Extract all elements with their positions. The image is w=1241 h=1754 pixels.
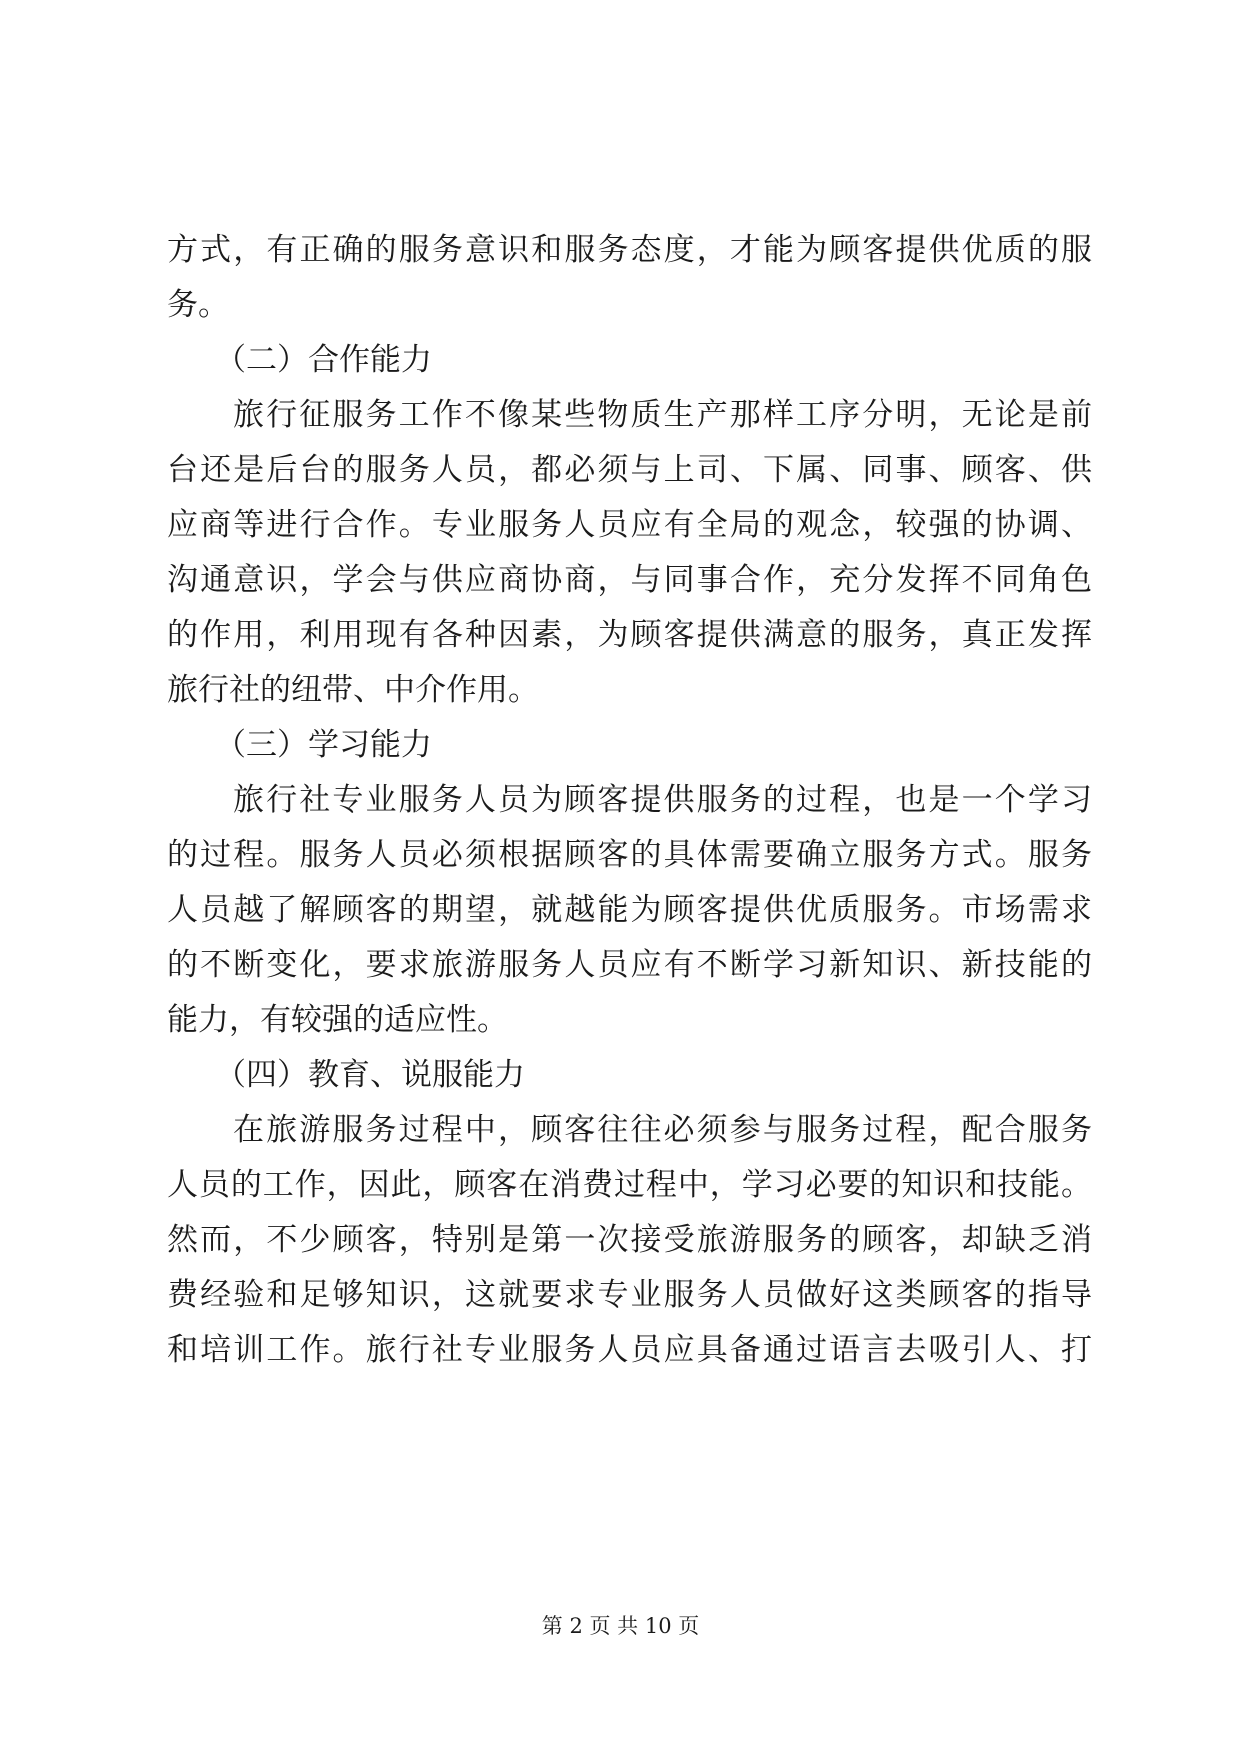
paragraph-line: 务。 — [167, 287, 229, 323]
paragraph-line: 旅行征服务工作不像某些物质生产那样工序分明，无论是前 — [233, 397, 1092, 433]
paragraph-line: 台还是后台的服务人员，都必须与上司、下属、同事、顾客、供 — [167, 452, 1092, 488]
section-heading: （二）合作能力 — [215, 342, 432, 378]
paragraph-line: 人员越了解顾客的期望，就越能为顾客提供优质服务。市场需求 — [167, 892, 1092, 928]
page-number-footer: 第 2 页 共 10 页 — [541, 1614, 700, 1638]
paragraph-line: 然而，不少顾客，特别是第一次接受旅游服务的顾客，却缺乏消 — [167, 1222, 1092, 1258]
paragraph-line: 费经验和足够知识，这就要求专业服务人员做好这类顾客的指导 — [167, 1277, 1092, 1313]
paragraph-line: 人员的工作，因此，顾客在消费过程中，学习必要的知识和技能。 — [167, 1167, 1092, 1203]
section-heading: （四）教育、说服能力 — [215, 1057, 525, 1093]
paragraph-line: 的过程。服务人员必须根据顾客的具体需要确立服务方式。服务 — [167, 837, 1092, 873]
paragraph-line: 旅行社专业服务人员为顾客提供服务的过程，也是一个学习 — [233, 782, 1092, 818]
paragraph-line: 的作用，利用现有各种因素，为顾客提供满意的服务，真正发挥 — [167, 617, 1092, 653]
paragraph-line: 和培训工作。旅行社专业服务人员应具备通过语言去吸引人、打 — [167, 1332, 1092, 1368]
paragraph-line: 旅行社的纽带、中介作用。 — [167, 672, 539, 708]
paragraph-line: 在旅游服务过程中，顾客往往必须参与服务过程，配合服务 — [233, 1112, 1092, 1148]
paragraph-line: 的不断变化，要求旅游服务人员应有不断学习新知识、新技能的 — [167, 947, 1092, 983]
paragraph-line: 应商等进行合作。专业服务人员应有全局的观念，较强的协调、 — [167, 507, 1092, 543]
paragraph-line: 方式，有正确的服务意识和服务态度，才能为顾客提供优质的服 — [167, 232, 1092, 268]
paragraph-line: 能力，有较强的适应性。 — [167, 1002, 508, 1038]
section-heading: （三）学习能力 — [215, 727, 432, 763]
paragraph-line: 沟通意识，学会与供应商协商，与同事合作，充分发挥不同角色 — [167, 562, 1092, 598]
